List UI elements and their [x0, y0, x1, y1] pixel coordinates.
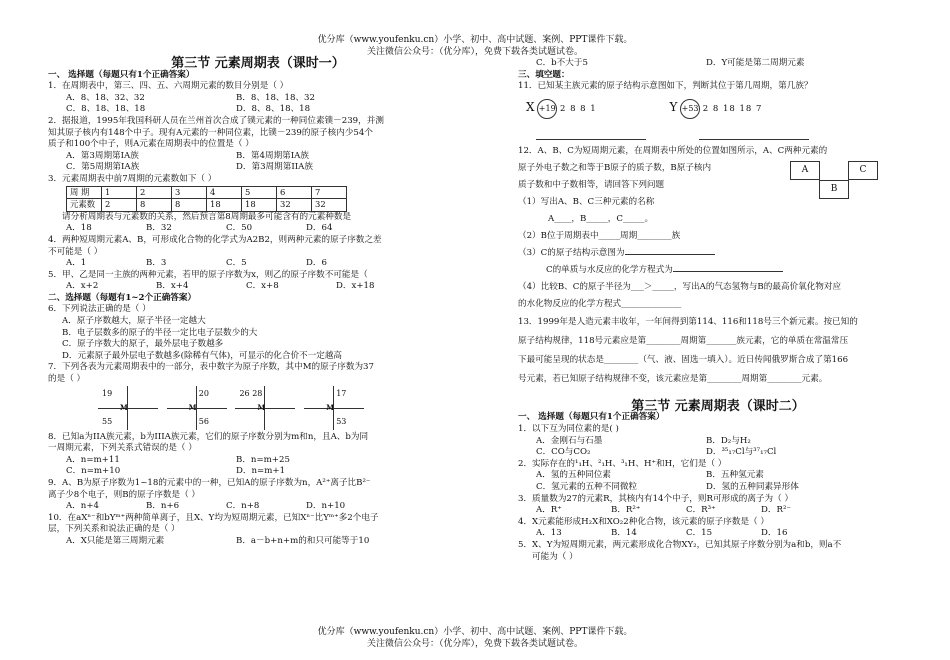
answer-blank[interactable] [673, 271, 783, 272]
option[interactable]: C．15 [686, 528, 713, 539]
option[interactable]: A．第3周期第IA族 [66, 150, 139, 161]
q5-options [48, 281, 468, 293]
q12-stem: 质子数和中子数相等，请回答下列问题 [518, 179, 665, 190]
option[interactable]: C．n+8 [226, 501, 260, 512]
atom-symbol: Y [669, 99, 678, 114]
q12-sub-3 [518, 245, 918, 262]
table-cell: 2 [137, 186, 172, 199]
q4-options [48, 258, 468, 270]
option[interactable]: D．8、8、18、18 [236, 104, 311, 115]
option[interactable]: A．13 [536, 528, 562, 539]
option[interactable]: A．n=m+11 [66, 454, 120, 465]
option[interactable]: A．1 [66, 258, 87, 269]
option[interactable]: A．n+4 [66, 501, 100, 512]
q12-sub-3b [518, 262, 918, 279]
p4-options [518, 528, 918, 540]
footer [0, 626, 950, 650]
q4-stem: 不可能是（ ） [48, 246, 103, 257]
q9-stem: 离子少8个电子，则B的原子序数是（ ） [48, 489, 201, 500]
electron-shells: 2 8 18 18 7 [702, 103, 763, 114]
p1-options [518, 436, 918, 448]
option[interactable]: D．n=m+1 [236, 466, 286, 477]
box-a: A [790, 161, 820, 180]
section-2-heading: 二、选择题（每题有1~2个正确答案） [48, 292, 197, 303]
option[interactable]: A．8、18、32、32 [66, 92, 145, 103]
q10-options [48, 536, 468, 548]
option[interactable]: C．原子序数大的原子，最外层电子数越多 [62, 339, 224, 350]
q12-sub-3-label: （3）C的原子结构示意图为 [518, 247, 625, 258]
q10-stem: 10．在aXⁿ⁻和bYᵐ⁺两种简单离子，且X、Y均为短周期元素，已知Xⁿ⁻比Yᵐ⁺多2个电子 [48, 512, 379, 523]
q12-sub-3b-label: C的单质与水反应的化学方程式为 [546, 264, 673, 275]
section-1b-heading: 一、 选择题（每题只有1个正确答案） [518, 412, 665, 423]
q7-grids [48, 386, 468, 432]
nucleus-icon: +19 [537, 99, 557, 119]
option[interactable]: B．3 [146, 258, 167, 269]
left-title: 第三节 元素周期表（课时一） [171, 56, 345, 71]
table-cell: 18 [242, 199, 277, 212]
atom-x [526, 99, 597, 119]
grid-number: 19 [102, 388, 113, 398]
answer-blank[interactable] [536, 139, 646, 140]
grid-number: 56 [198, 416, 209, 426]
answer-blank[interactable] [625, 254, 715, 255]
header-line-2: 关注微信公众号：（优分库），免费下载各类试题试卷。 [366, 47, 583, 57]
table-cell: 18 [207, 199, 242, 212]
option[interactable]: C．第5周期第IA族 [66, 162, 140, 173]
option[interactable]: B．n+6 [146, 501, 180, 512]
option[interactable]: A．金刚石与石墨 [536, 435, 603, 446]
right-title: 第三节 元素周期表（课时二） [631, 398, 805, 414]
grid-m: M [326, 402, 334, 412]
table-cell: 2 [102, 199, 137, 212]
option[interactable]: D．6 [306, 258, 327, 269]
option[interactable]: D．³⁵₁₇Cl与³⁷₁₇Cl [706, 447, 777, 458]
q7-grid-a[interactable] [98, 386, 158, 430]
q6-stem: 6．下列说法正确的是（ ） [48, 304, 151, 315]
option[interactable]: A．X只能是第三周期元素 [66, 535, 165, 546]
q1-options [48, 93, 468, 105]
p5-stem: 5．X、Y为短周期元素，两元素形成化合物XY₂，已知其原子序数分别为a和b，则a不 [518, 539, 842, 550]
option[interactable]: B．32 [146, 223, 172, 234]
option[interactable]: C．8、18、18、18 [66, 104, 146, 115]
footer-line-2: 关注微信公众号：（优分库），免费下载各类试题试卷。 [366, 639, 583, 649]
option[interactable]: D．64 [306, 223, 333, 234]
option[interactable]: D．第3周期第IIA族 [236, 162, 313, 173]
grid-m: M [257, 402, 266, 412]
p2-options [518, 470, 918, 482]
option[interactable]: C．CO与CO₂ [536, 447, 591, 458]
table-cell: 32 [312, 199, 347, 212]
option[interactable]: C．5 [226, 258, 247, 269]
q13-stem[interactable]: 原子结构规律，118号元素应是第________周期第_______族元素，它的单质在常温常压 [518, 335, 849, 346]
option[interactable]: C．b不大于5 [536, 58, 588, 68]
p2-options [518, 482, 918, 494]
q13-stem[interactable]: 下最可能呈现的状态是________（气、液、固选一填入）。近日传闻俄罗斯合成了第166 [518, 354, 849, 365]
q8-options [48, 455, 468, 467]
box-b: B [819, 180, 849, 199]
period-table [66, 186, 347, 212]
q2-stem: 2．据报道，1995年我国科研人员在兰州首次合成了镤元素的一种同位素镤－239，并测 [48, 115, 384, 126]
q12-sub-4[interactable]: （4）比较B、C的原子半径为___＞_____，写出A的气态氢物与B的最高价氧化物对应 [518, 281, 842, 292]
option[interactable]: B．8、18、18、32 [236, 92, 315, 103]
q3-stem: 请分析周期表与元素数的关系，然后预言第8周期最多可能含有的元素种数是 [62, 211, 352, 222]
table-cell: 5 [242, 186, 277, 199]
table-cell: 8 [137, 199, 172, 212]
q2-stem: 知其原子核内有148个中子。现有A元素的一种同位素，比镤－239的原子核内少54个 [48, 127, 373, 138]
q11-stem: 11．已知某主族元素的原子结构示意图如下，判断其位于第几周期，第几族？ [518, 81, 813, 92]
table-cell: 6 [277, 186, 312, 199]
option[interactable]: A．原子序数越大，原子半径一定越大 [62, 316, 206, 327]
p5-stem: 可能为（ ） [532, 551, 578, 562]
option[interactable]: B．电子层数多的原子的半径一定比电子层数少的大 [62, 327, 258, 338]
option[interactable]: A．18 [66, 223, 92, 234]
grid-number: 26 28 [239, 388, 263, 398]
table-cell: 7 [312, 186, 347, 199]
q3-options [48, 223, 468, 235]
table-cell: 周 期 [67, 186, 102, 199]
q9-stem: 9．A、B为原子序数为1~18的元素中的一种，已知A的原子序数为n，A²⁺离子比B²⁻ [48, 478, 371, 488]
header [0, 34, 950, 58]
atom-symbol: X [526, 99, 535, 114]
q9-options [48, 501, 468, 513]
q2-options [48, 151, 468, 163]
q12-stem: 原子外电子数之和等于B原子的质子数，B原子核内 [518, 162, 712, 173]
q12-sub-1-answer[interactable]: A____，B_____，C_____。 [548, 213, 654, 224]
box-c: C [848, 161, 878, 180]
option[interactable]: B．第4周期第IA族 [236, 150, 309, 161]
q7-grid-b[interactable] [167, 386, 227, 430]
option[interactable]: B．五种氢元素 [706, 470, 764, 481]
q8-options [48, 466, 468, 478]
nucleus-icon: +53 [680, 99, 700, 119]
header-line-1: 优分库（www.youfenku.cn）小学、初中、高中试题、案例、PPT课件下载。 [317, 35, 633, 45]
q1-stem: 1．在周期表中，第三、四、五、六周期元素的数目分别是（ ） [48, 81, 289, 92]
option[interactable]: C．n=m+10 [66, 466, 121, 477]
q2-stem: 质子和100个中子，则A元素在周期表中的位置是（ ） [48, 139, 254, 150]
p1-options [518, 447, 918, 459]
answer-blank[interactable] [699, 139, 809, 140]
option[interactable]: D．n+10 [306, 501, 346, 512]
option[interactable]: D．x+18 [336, 281, 375, 292]
option[interactable]: D．16 [761, 528, 788, 539]
q12-stem: 12．A、B、C为短周期元素，在周期表中所处的位置如图所示，A、C两种元素的 [518, 145, 828, 156]
p3-options [518, 505, 918, 517]
atom-diagrams [518, 93, 918, 133]
answer-lines [518, 133, 918, 143]
grid-line [167, 408, 227, 409]
option[interactable]: B．n=m+25 [236, 454, 290, 465]
q3-stem: 3．元素周期表中前7周期的元素数如下（ ） [48, 173, 217, 184]
footer-line-1: 优分库（www.youfenku.cn）小学、初中、高中试题、案例、PPT课件下载。 [317, 627, 633, 637]
table-cell: 元素数 [67, 199, 102, 212]
option[interactable]: D．Y可能是第二周期元素 [706, 58, 805, 68]
grid-number: 53 [336, 416, 347, 426]
q1-options [48, 104, 468, 116]
q10-options-cont [518, 58, 918, 70]
q7-grid-d[interactable] [304, 386, 364, 430]
q2-options [48, 162, 468, 174]
option[interactable]: B．x+4 [156, 281, 189, 292]
table-cell: 3 [172, 186, 207, 199]
left-column [48, 58, 468, 548]
q7-stem: 7．下列各表为元素周期表中的一部分，表中数字为原子序数，其中M的原子序数为37 [48, 362, 374, 373]
grid-line [235, 408, 295, 409]
q12-sub-4b[interactable]: 的水化物反应的化学方程式______________ [518, 298, 682, 309]
grid-m: M [120, 402, 128, 412]
option[interactable]: C．R³⁺ [686, 505, 716, 516]
q13-stem[interactable]: 号元素，若已知原子结构规律不变，该元素应是第________周期第________元素。 [518, 373, 828, 384]
option[interactable]: D．元素原子最外层电子数越多(除稀有气体)，可显示的化合价不一定越高 [62, 350, 343, 361]
table-cell: 1 [102, 186, 137, 199]
table-cell: 32 [277, 199, 312, 212]
option[interactable]: A．x+2 [66, 281, 99, 292]
section-1-heading: 一、 选择题（每题只有1个正确答案） [48, 69, 195, 80]
q12-sub-1: （1）写出A、B、C三种元素的名称 [518, 196, 655, 207]
q7-grid-c[interactable] [235, 386, 295, 430]
grid-number: 17 [336, 388, 347, 398]
option[interactable]: C．x+8 [246, 281, 279, 292]
grid-line [98, 408, 158, 409]
p1-stem: 1．以下互为同位素的是( ) [518, 423, 619, 434]
q8-stem: 8．已知a为IIA族元素，b为IIIA族元素，它们的原子序数分别为m和n，且A、b为同 [48, 431, 369, 442]
q5-stem: 5．甲、乙是同一主族的两种元素，若甲的原子序数为x，则乙的原子序数不可能是（ [48, 269, 368, 280]
p2-stem: 2．实际存在的¹₁H、²₁H、³₁H、H⁺和H，它们是（ ） [518, 458, 727, 469]
atom-y [669, 99, 762, 119]
p4-stem: 4．X元素能形成H₂X和XO₂2种化合物，该元素的原子序数是（ ） [518, 516, 769, 527]
option[interactable]: D．R²⁻ [761, 505, 791, 516]
q7-stem: 的是（ ） [48, 374, 86, 385]
table-cell: 4 [207, 186, 242, 199]
option[interactable]: A．R⁺ [536, 505, 562, 516]
right-column [518, 58, 918, 563]
table-cell: 8 [172, 199, 207, 212]
grid-m: M [188, 402, 197, 412]
option[interactable]: C．氢元素的五种不同微粒 [536, 481, 638, 492]
q10-stem: 层，下列关系和说法正确的是（ ） [48, 524, 180, 535]
q13-stem: 13．1999年是人造元素丰收年，一年间得到第114、116和118号三个新元素。按已知的 [518, 316, 858, 327]
option[interactable]: D．氢的五种同素异形体 [706, 481, 799, 492]
option[interactable]: B．D₂与H₂ [706, 435, 751, 446]
option[interactable]: B．14 [611, 528, 637, 539]
q8-stem: 一周期元素，下列关系式错误的是（ ） [48, 443, 197, 454]
q4-stem: 4．两种短周期元素A、B，可形成化合物的化学式为A2B2，则两种元素的原子序数之差 [48, 234, 382, 245]
option[interactable]: C．50 [226, 223, 253, 234]
electron-shells: 2 8 8 1 [559, 103, 597, 114]
option[interactable]: A．氢的五种同位素 [536, 470, 611, 481]
grid-line [304, 408, 364, 409]
option[interactable]: B．R²⁺ [611, 505, 641, 516]
q12-sub-2[interactable]: （2）B位于周期表中_____周期________族 [518, 230, 681, 241]
grid-number: 55 [102, 416, 113, 426]
section-3-heading: 三、填空题： [518, 69, 570, 80]
grid-number: 20 [198, 388, 209, 398]
option[interactable]: B．a－b+n+m的和只可能等于10 [236, 535, 370, 546]
p3-stem: 3．质量数为27的元素R，其核内有14个中子，则R可形成的离子为（ ） [518, 493, 794, 504]
